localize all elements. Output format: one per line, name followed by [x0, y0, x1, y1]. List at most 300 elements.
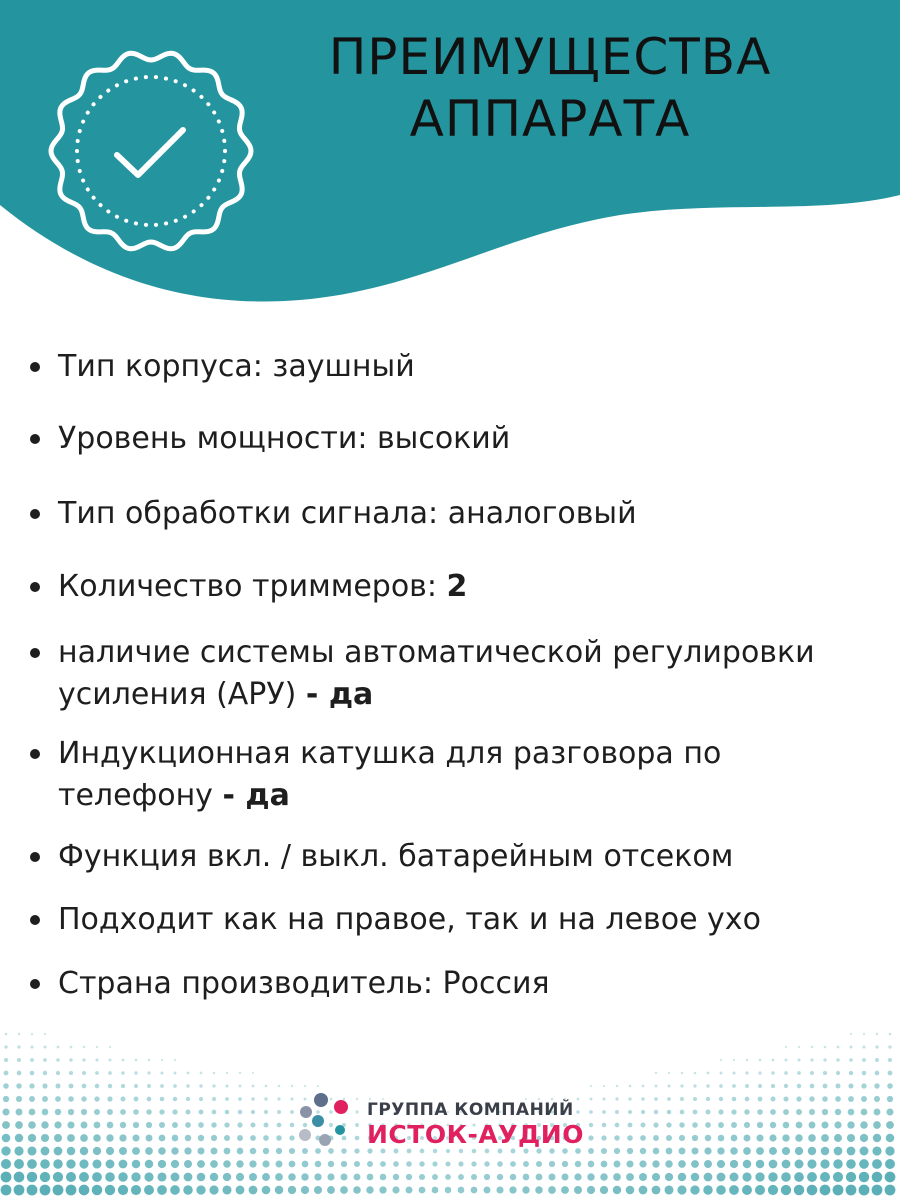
halftone-dot [743, 1160, 751, 1168]
halftone-dot [628, 1097, 631, 1100]
halftone-dot [497, 1174, 503, 1180]
halftone-dot [652, 1173, 660, 1181]
halftone-dot [875, 1045, 878, 1048]
halftone-dot [109, 1046, 111, 1048]
halftone-dot [808, 1134, 816, 1142]
halftone-dot [55, 1109, 62, 1116]
halftone-dot [794, 1185, 804, 1195]
halftone-dot [3, 1083, 9, 1089]
halftone-dot [66, 1172, 76, 1182]
halftone-dot [561, 1186, 569, 1194]
halftone-dot [120, 1122, 127, 1129]
page-title [290, 26, 810, 150]
halftone-dot [1, 1146, 10, 1155]
halftone-dot [226, 1072, 228, 1074]
halftone-dot [693, 1084, 696, 1087]
halftone-dot [236, 1173, 244, 1181]
halftone-dot [264, 1097, 267, 1100]
halftone-dot [304, 1085, 306, 1087]
halftone-dot [718, 1135, 725, 1142]
halftone-dot [172, 1135, 179, 1142]
halftone-dot [200, 1072, 203, 1075]
halftone-dot [561, 1173, 568, 1180]
halftone-dot [81, 1109, 87, 1115]
halftone-dot [549, 1174, 556, 1181]
halftone-dot [68, 1109, 74, 1115]
halftone-dot [797, 1084, 802, 1089]
halftone-dot [223, 1173, 231, 1181]
halftone-dot [174, 1072, 177, 1075]
halftone-dot [224, 1135, 230, 1141]
halftone-dot [863, 1033, 865, 1035]
halftone-dot [432, 1187, 439, 1194]
halftone-dot [758, 1071, 761, 1074]
halftone-dot [148, 1059, 151, 1062]
halftone-dot [379, 1186, 386, 1193]
halftone-dot [872, 1159, 882, 1169]
halftone-dot [587, 1186, 595, 1194]
halftone-dot [212, 1097, 216, 1101]
halftone-dot [144, 1172, 153, 1181]
halftone-dot [810, 1058, 813, 1061]
halftone-dot [159, 1122, 165, 1128]
halftone-dot [666, 1148, 673, 1155]
halftone-dot [823, 1071, 827, 1075]
halftone-dot [639, 1173, 647, 1181]
halftone-dot [92, 1159, 101, 1168]
halftone-dot [367, 1174, 374, 1181]
halftone-dot [196, 1185, 205, 1194]
halftone-dot [876, 1033, 878, 1035]
halftone-dot [471, 1187, 478, 1194]
halftone-dot [132, 1160, 141, 1169]
halftone-dot [209, 1185, 218, 1194]
halftone-dot [615, 1110, 619, 1114]
halftone-dot [809, 1122, 816, 1129]
halftone-dot [340, 1186, 348, 1194]
halftone-dot [392, 1186, 399, 1193]
halftone-dot [419, 1161, 424, 1166]
halftone-dot [888, 1045, 891, 1048]
halftone-dot [574, 1173, 581, 1180]
halftone-dot [419, 1187, 426, 1194]
halftone-dot [185, 1135, 192, 1142]
halftone-dot [664, 1185, 673, 1194]
halftone-dot [15, 1134, 23, 1142]
halftone-dot [680, 1097, 684, 1101]
halftone-dot [184, 1173, 193, 1182]
halftone-dot [197, 1147, 204, 1154]
halftone-dot [44, 1033, 46, 1035]
halftone-dot [639, 1160, 646, 1167]
halftone-dot [172, 1109, 177, 1114]
halftone-dot [265, 1085, 268, 1088]
halftone-dot [720, 1059, 722, 1061]
halftone-dot [885, 1185, 896, 1196]
halftone-dot [225, 1084, 228, 1087]
halftone-dot [768, 1185, 778, 1195]
halftone-dot [652, 1160, 659, 1167]
feature-text: Индукционная катушка для разговора по телефону [58, 736, 722, 813]
halftone-dot [213, 1072, 216, 1075]
halftone-dot [1, 1185, 12, 1196]
halftone-dot [743, 1147, 751, 1155]
halftone-dot [109, 1059, 112, 1062]
bullet-icon [30, 434, 40, 444]
halftone-dot [67, 1147, 76, 1156]
halftone-dot [756, 1160, 765, 1169]
halftone-dot [497, 1161, 503, 1167]
halftone-dot [834, 1147, 843, 1156]
halftone-dot [859, 1185, 870, 1196]
halftone-dot [80, 1147, 88, 1155]
halftone-dot [872, 1146, 881, 1155]
bullet-icon [30, 582, 40, 592]
halftone-dot [809, 1109, 815, 1115]
halftone-dot [484, 1187, 491, 1194]
halftone-dot [795, 1160, 804, 1169]
halftone-dot [4, 1071, 9, 1076]
halftone-dot [677, 1185, 686, 1194]
halftone-dot [808, 1147, 816, 1155]
halftone-dot [615, 1097, 618, 1100]
halftone-dot [614, 1135, 619, 1140]
halftone-dot [29, 1109, 36, 1116]
halftone-dot [30, 1045, 33, 1048]
halftone-dot [171, 1173, 180, 1182]
halftone-dot [772, 1059, 775, 1062]
halftone-dot [131, 1172, 140, 1181]
halftone-dot [742, 1172, 751, 1181]
halftone-dot [836, 1084, 841, 1089]
halftone-dot [185, 1122, 191, 1128]
halftone-dot [730, 1147, 738, 1155]
halftone-dot [275, 1173, 283, 1181]
halftone-dot [18, 1033, 20, 1035]
halftone-dot [574, 1186, 582, 1194]
halftone-dot [146, 1122, 152, 1128]
halftone-dot [290, 1097, 293, 1100]
halftone-dot [106, 1134, 113, 1141]
halftone-dot [263, 1135, 269, 1141]
halftone-dot [66, 1159, 75, 1168]
halftone-dot [628, 1123, 633, 1128]
halftone-dot [626, 1160, 633, 1167]
halftone-dot [144, 1185, 154, 1195]
halftone-dot [107, 1109, 113, 1115]
halftone-dot [706, 1110, 711, 1115]
halftone-dot [641, 1097, 645, 1101]
halftone-dot [613, 1173, 621, 1181]
halftone-dot [874, 1109, 881, 1116]
halftone-dot [301, 1186, 309, 1194]
halftone-dot [406, 1161, 412, 1167]
halftone-dot [875, 1071, 880, 1076]
halftone-dot [262, 1173, 270, 1181]
halftone-dot [92, 1172, 102, 1182]
halftone-dot [859, 1159, 869, 1169]
halftone-dot [781, 1172, 791, 1182]
halftone-dot [198, 1122, 204, 1128]
halftone-dot [186, 1097, 190, 1101]
halftone-dot [653, 1122, 658, 1127]
halftone-dot [641, 1110, 645, 1114]
halftone-dot [471, 1174, 477, 1180]
halftone-dot [679, 1122, 684, 1127]
halftone-dot [848, 1109, 855, 1116]
halftone-dot [846, 1159, 856, 1169]
halftone-dot [28, 1134, 36, 1142]
halftone-dot [237, 1135, 243, 1141]
halftone-dot [458, 1161, 463, 1166]
halftone-dot [354, 1174, 361, 1181]
halftone-dot [823, 1058, 826, 1061]
halftone-dot [706, 1084, 710, 1088]
halftone-dot [290, 1123, 295, 1128]
halftone-dot [252, 1085, 255, 1088]
feature-text: Тип обработки сигнала: аналоговый [58, 496, 637, 531]
halftone-dot [17, 1071, 22, 1076]
halftone-dot [705, 1122, 711, 1128]
halftone-dot [679, 1148, 686, 1155]
halftone-dot [872, 1172, 883, 1183]
feature-value: - да [222, 778, 290, 813]
halftone-dot [807, 1185, 818, 1196]
halftone-dot [250, 1122, 255, 1127]
halftone-dot [810, 1084, 815, 1089]
halftone-dot [212, 1084, 215, 1087]
halftone-dot [745, 1071, 748, 1074]
halftone-dot [875, 1058, 879, 1062]
halftone-dot [821, 1121, 828, 1128]
halftone-dot [731, 1135, 738, 1142]
halftone-dot [223, 1160, 231, 1168]
halftone-dot [796, 1122, 803, 1129]
halftone-dot [847, 1147, 856, 1156]
halftone-dot [820, 1159, 829, 1168]
halftone-dot [837, 1046, 840, 1049]
halftone-dot [353, 1186, 361, 1194]
feature-item [58, 836, 868, 878]
halftone-dot [277, 1110, 281, 1114]
halftone-dot [107, 1096, 112, 1101]
halftone-dot [678, 1160, 686, 1168]
halftone-dot [783, 1096, 788, 1101]
halftone-dot [835, 1096, 841, 1102]
halftone-dot [768, 1172, 777, 1181]
halftone-dot [719, 1097, 723, 1101]
halftone-dot [118, 1185, 128, 1195]
halftone-dot [654, 1097, 658, 1101]
halftone-dot [796, 1109, 802, 1115]
halftone-dot [755, 1172, 764, 1181]
halftone-dot [134, 1097, 139, 1102]
halftone-dot [147, 1071, 150, 1074]
halftone-dot [146, 1109, 151, 1114]
halftone-dot [458, 1187, 465, 1194]
halftone-dot [393, 1174, 399, 1180]
halftone-dot [42, 1083, 47, 1088]
halftone-dot [691, 1147, 698, 1154]
halftone-dot [278, 1085, 281, 1088]
halftone-dot [54, 1147, 63, 1156]
halftone-dot [885, 1172, 896, 1183]
halftone-dot [43, 1058, 47, 1062]
halftone-dot [694, 1072, 697, 1075]
halftone-dot [798, 1046, 800, 1048]
halftone-dot [706, 1097, 710, 1101]
halftone-dot [692, 1122, 698, 1128]
halftone-dot [82, 1084, 87, 1089]
halftone-dot [432, 1174, 438, 1180]
halftone-dot [2, 1108, 9, 1115]
halftone-dot [888, 1071, 893, 1076]
halftone-dot [212, 1110, 217, 1115]
halftone-dot [28, 1121, 36, 1129]
feature-item [58, 632, 868, 716]
halftone-dot [810, 1071, 814, 1075]
halftone-dot [264, 1123, 269, 1128]
halftone-dot [769, 1147, 777, 1155]
halftone-dot [82, 1071, 86, 1075]
halftone-dot [860, 1147, 869, 1156]
halftone-dot [122, 1059, 125, 1062]
halftone-dot [603, 1085, 605, 1087]
halftone-dot [134, 1071, 137, 1074]
halftone-dot [79, 1185, 90, 1196]
halftone-dot [758, 1084, 762, 1088]
halftone-dot [252, 1072, 254, 1074]
halftone-dot [262, 1186, 271, 1195]
halftone-dot [873, 1134, 881, 1142]
halftone-dot [862, 1045, 865, 1048]
halftone-dot [847, 1121, 854, 1128]
halftone-dot [17, 1045, 20, 1048]
halftone-dot [135, 1059, 138, 1062]
halftone-dot [849, 1058, 853, 1062]
halftone-dot [652, 1186, 661, 1195]
halftone-dot [290, 1110, 294, 1114]
feature-item [58, 963, 868, 1005]
halftone-dot [105, 1185, 115, 1195]
halftone-dot [82, 1058, 85, 1061]
halftone-dot [27, 1172, 38, 1183]
halftone-dot [692, 1135, 698, 1141]
feature-item [58, 899, 868, 941]
halftone-dot [17, 1058, 21, 1062]
halftone-dot [157, 1185, 167, 1195]
halftone-dot [158, 1147, 166, 1155]
halftone-dot [781, 1185, 791, 1195]
halftone-dot [118, 1172, 127, 1181]
halftone-dot [640, 1148, 646, 1154]
halftone-dot [759, 1059, 762, 1062]
halftone-dot [222, 1185, 231, 1194]
halftone-dot [277, 1123, 282, 1128]
halftone-dot [874, 1083, 879, 1088]
halftone-dot [249, 1173, 257, 1181]
bullet-icon [30, 362, 40, 372]
halftone-dot [720, 1072, 723, 1075]
halftone-dot [733, 1059, 735, 1061]
feature-item [58, 493, 868, 535]
halftone-dot [886, 1121, 894, 1129]
halftone-dot [79, 1172, 89, 1182]
halftone-dot [238, 1097, 242, 1101]
halftone-dot [807, 1159, 816, 1168]
halftone-dot [40, 1185, 51, 1196]
halftone-dot [626, 1186, 635, 1195]
halftone-dot [717, 1160, 725, 1168]
halftone-dot [172, 1122, 178, 1128]
halftone-dot [251, 1097, 255, 1101]
halftone-dot [757, 1122, 763, 1128]
halftone-dot [249, 1160, 256, 1167]
halftone-dot [107, 1122, 114, 1129]
halftone-dot [797, 1058, 800, 1061]
checkmark-seal-icon [45, 45, 257, 257]
halftone-dot [626, 1173, 634, 1181]
halftone-dot [833, 1159, 842, 1168]
halftone-dot [44, 1046, 47, 1049]
halftone-dot [5, 1033, 8, 1036]
halftone-dot [69, 1071, 73, 1075]
halftone-dot [31, 1033, 33, 1035]
halftone-dot [171, 1160, 179, 1168]
halftone-dot [705, 1135, 711, 1141]
halftone-dot [314, 1186, 322, 1194]
halftone-dot [276, 1161, 283, 1168]
company-logo [295, 1092, 615, 1162]
halftone-dot [496, 1186, 503, 1193]
halftone-dot [237, 1148, 244, 1155]
halftone-dot [185, 1109, 190, 1114]
halftone-dot [183, 1185, 193, 1195]
halftone-dot [120, 1109, 126, 1115]
halftone-dot [406, 1187, 413, 1194]
halftone-dot [40, 1172, 50, 1182]
halftone-dot [121, 1084, 125, 1088]
halftone-dot [665, 1173, 673, 1181]
halftone-dot [95, 1084, 100, 1089]
halftone-dot [627, 1135, 633, 1141]
halftone-dot [4, 1058, 8, 1062]
halftone-dot [742, 1185, 752, 1195]
halftone-dot [81, 1096, 86, 1101]
halftone-dot [41, 1121, 48, 1128]
halftone-dot [96, 1046, 98, 1048]
halftone-dot [785, 1059, 788, 1062]
halftone-dot [642, 1085, 645, 1088]
halftone-dot [327, 1173, 334, 1180]
halftone-dot [210, 1173, 218, 1181]
halftone-dot [317, 1085, 319, 1087]
halftone-dot [885, 1146, 894, 1155]
halftone-dot [199, 1097, 203, 1101]
halftone-dot [3, 1096, 9, 1102]
halftone-dot [2, 1134, 11, 1143]
halftone-dot [821, 1147, 830, 1156]
halftone-dot [224, 1122, 229, 1127]
halftone-dot [784, 1071, 788, 1075]
halftone-dot [94, 1109, 100, 1115]
halftone-dot [860, 1134, 868, 1142]
halftone-dot [239, 1085, 242, 1088]
halftone-dot [458, 1174, 464, 1180]
halftone-dot [704, 1147, 711, 1154]
halftone-dot [862, 1071, 867, 1076]
halftone-dot [769, 1160, 778, 1169]
